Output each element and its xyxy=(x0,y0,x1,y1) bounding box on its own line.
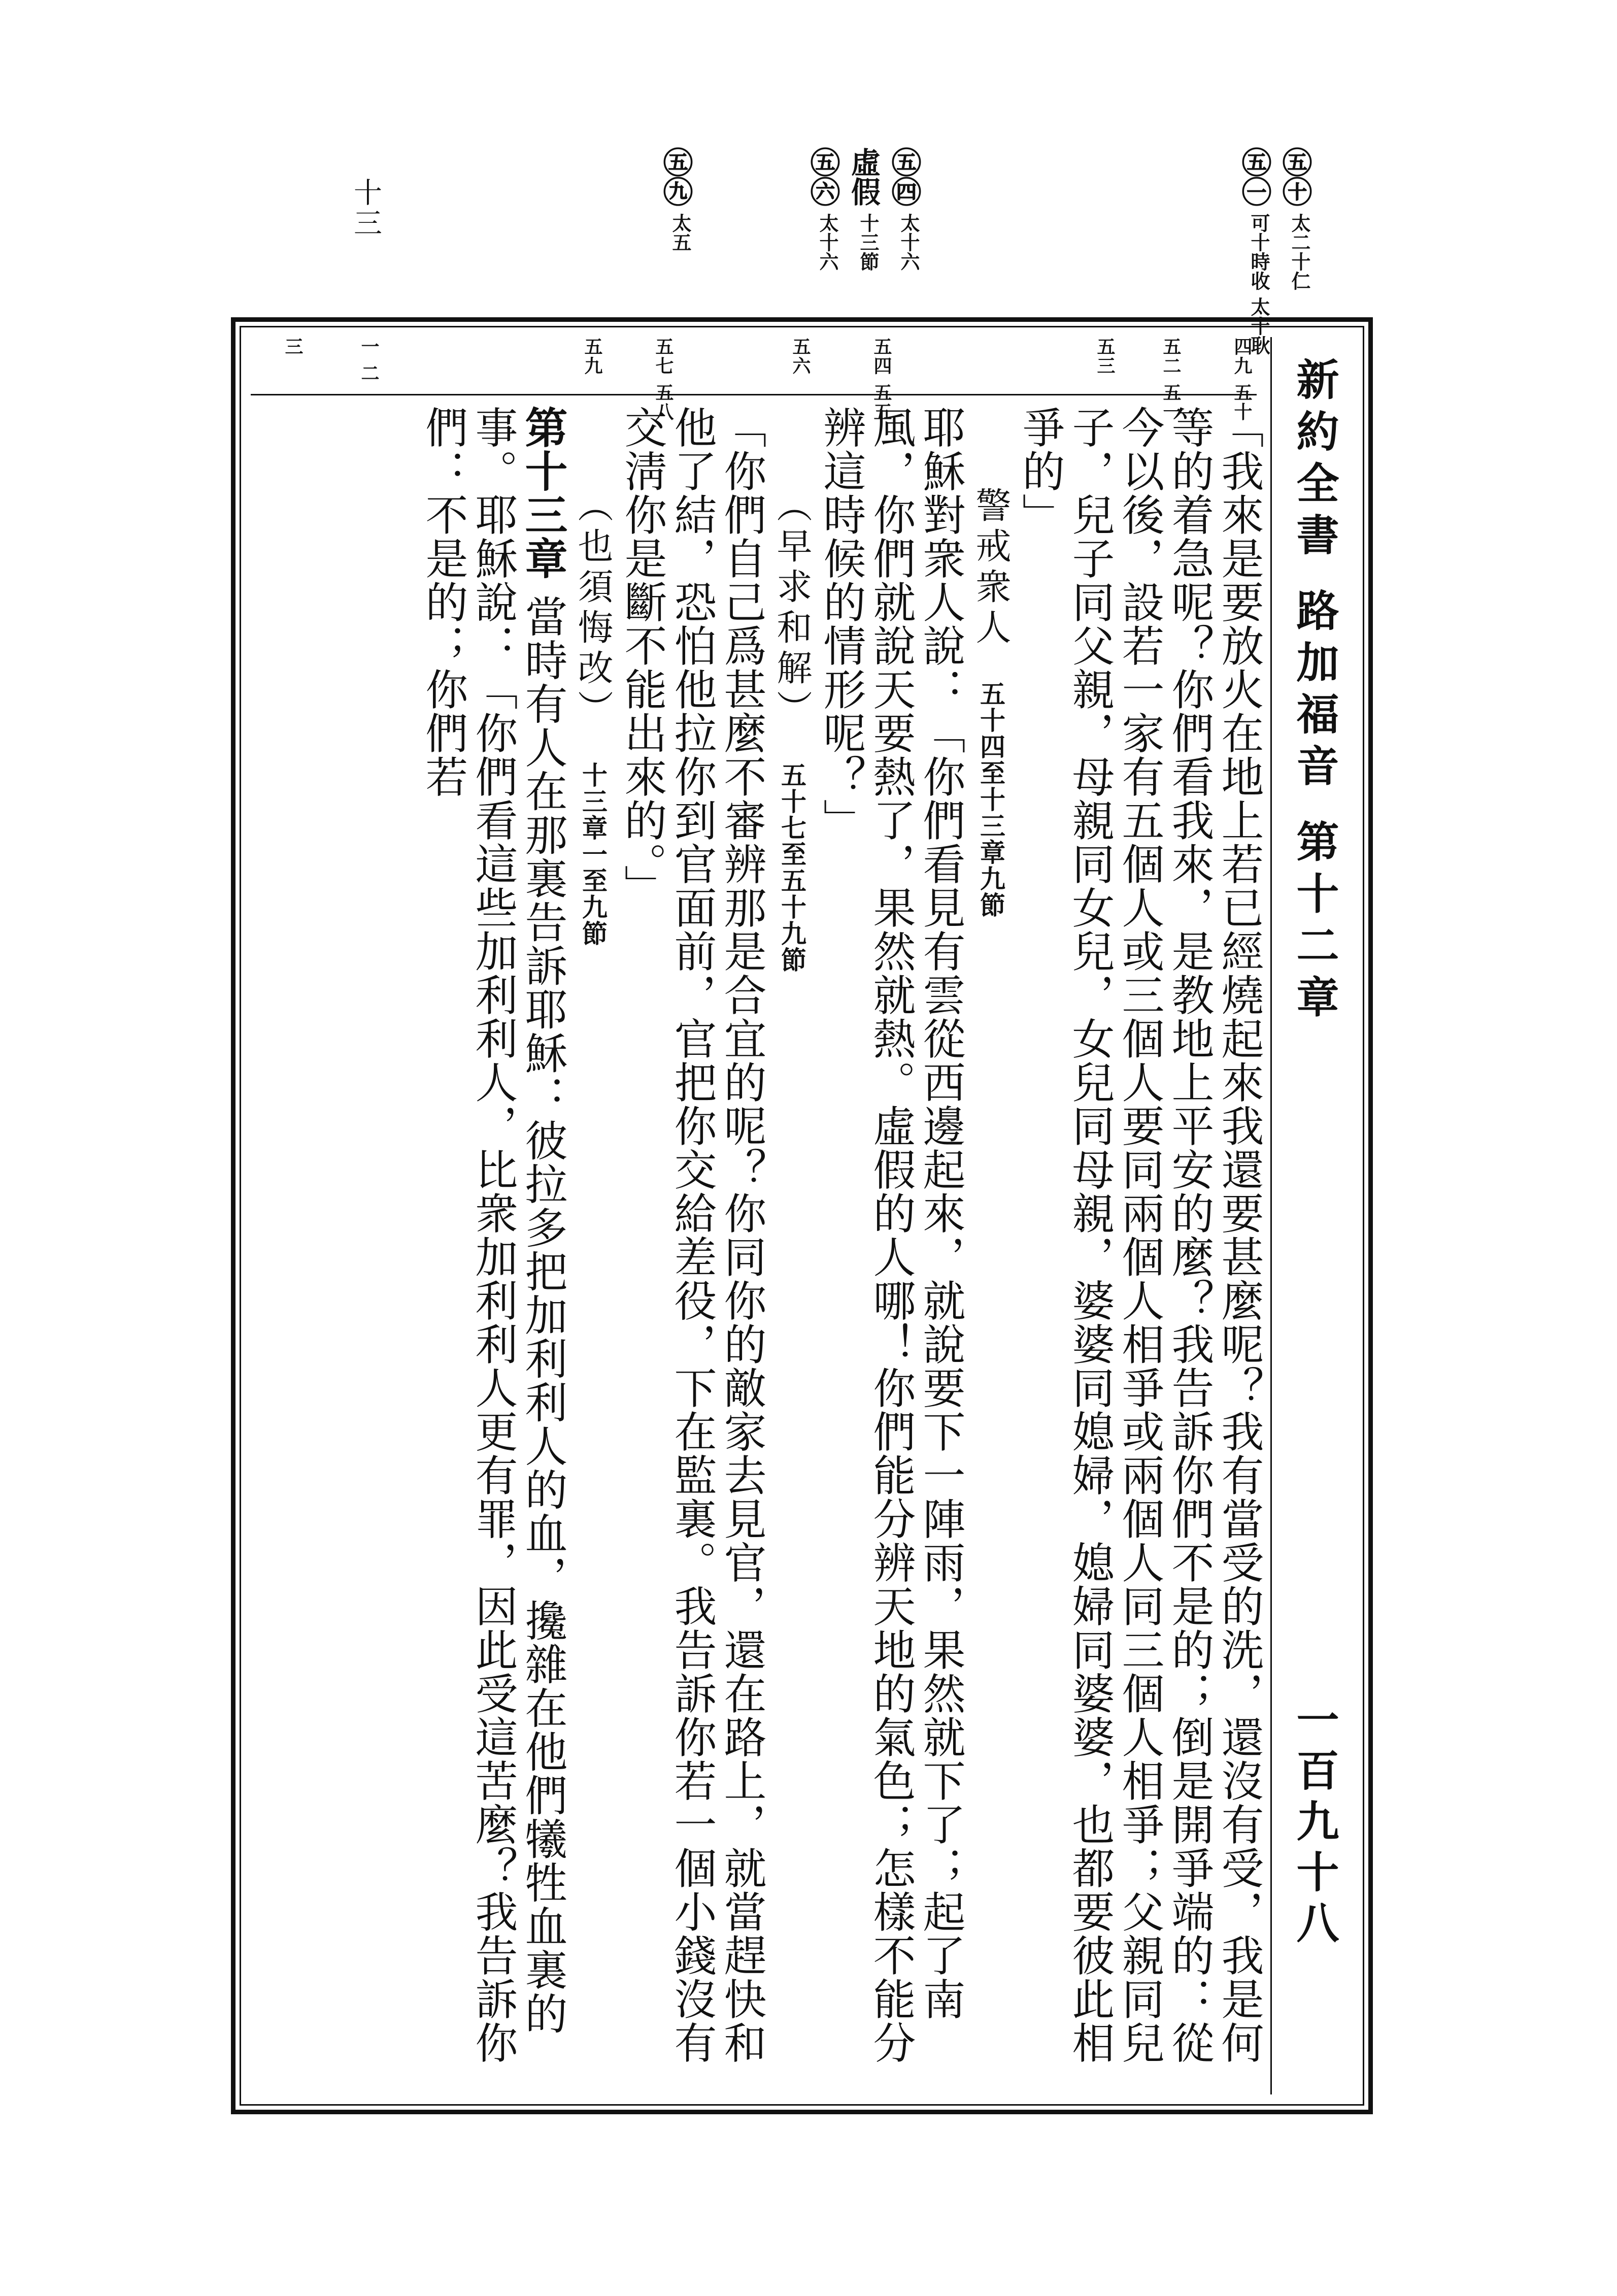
note-text: 太十六 xyxy=(816,213,839,271)
note-column xyxy=(888,147,920,271)
section-heading-title: 警戒衆人 xyxy=(970,487,1012,649)
note-mark: 虛假 xyxy=(846,147,881,206)
top-marginal-notes xyxy=(0,147,1617,355)
header-title: 新約全書 路加福音 第十二章 xyxy=(1290,357,1340,1027)
note-text: 太五 xyxy=(669,213,692,252)
section-heading-reference: 五十七至五十九節 xyxy=(777,762,807,974)
note-mark: ㊄㊉ xyxy=(1277,147,1312,206)
verse-strip-number: 五七 五八 xyxy=(653,337,674,422)
note-mark: ㊄㊈ xyxy=(658,147,693,206)
section-heading-title: （早求和解） xyxy=(771,487,813,730)
note-text: 太二十仁 xyxy=(1288,213,1311,290)
verse-number-strip xyxy=(251,333,1257,422)
chapter-heading: 第十三章 xyxy=(518,406,568,580)
note-text: 可十時收 太十耿 xyxy=(1248,213,1270,355)
section-heading xyxy=(966,406,1016,2089)
verse-strip-number: 五二 五一 xyxy=(1160,337,1182,422)
paragraph-verses-49-53: 「我來是要放火在地上若已經燒起來我還要甚麼呢？我有當受的洗，還沒有受，我是何等的着急呢？你們看我來，是教地上平安的麼？我告訴你們不是的；倒是開爭端的：從今以後，設若一家有五個人或三個人要同兩個人相爭或兩個人同三個人相爭；父親同兒子，兒子同父親，母親同女兒，女兒同母親，婆婆同媳婦，媳婦同婆婆，也都要彼此相爭的」 xyxy=(1016,406,1264,2065)
verse-strip-number: 一 二 xyxy=(358,337,380,383)
note-mark: ㊄㊅ xyxy=(805,147,840,206)
note-column xyxy=(848,147,879,271)
note-mark: ㊄㊃ xyxy=(887,147,921,206)
note-group-left xyxy=(660,147,691,252)
verse-strip-number: 五九 xyxy=(582,337,603,376)
verse-strip-number: 五六 xyxy=(790,337,811,376)
verse-strip-number: 五四 五五 xyxy=(871,337,892,422)
section-heading xyxy=(568,406,618,2089)
header-page-number: 一百九十八 xyxy=(1290,1698,1340,1951)
verse-strip-number: 四九 五十 xyxy=(1231,337,1253,422)
note-group-middle xyxy=(807,147,920,271)
chapter-text: 當時有人在那裏告訴耶穌：彼拉多把加利利人的血，攙雜在他們犧牲血裏的事。耶穌說：「你們看這些加利利人，比衆加利利人更有罪，因此受這苦麼？我告訴你們：不是的；你們若 xyxy=(419,406,568,2065)
paragraph-verses-57-59: 「你們自己爲甚麼不審辨那是合宜的呢？你同你的敵家去見官，還在路上，就當趕快和他了結，恐怕他拉你到官面前，官把你交給差役，下在監裏。我告訴你若一個小錢沒有交淸你是斷不能出來的。」 xyxy=(618,406,767,2065)
paragraph-verses-54-56: 耶穌對衆人說：「你們看見有雲從西邊起來，就說要下一陣雨，果然就下了；起了南風，你們就說天要熱了，果然就熱。虛假的人哪！你們能分辨天地的氣色；怎樣不能分辨這時候的情形呢？」 xyxy=(817,406,966,2065)
section-heading-reference: 十三章一至九節 xyxy=(578,762,608,947)
body-text xyxy=(256,406,1264,2089)
note-column xyxy=(660,147,691,252)
paragraph-chapter-13 xyxy=(419,406,568,2089)
note-text: 太十六 xyxy=(897,213,920,271)
note-text: 十三節 xyxy=(857,213,880,271)
text-frame xyxy=(231,317,1373,2114)
verse-strip-number: 五三 xyxy=(1094,337,1116,376)
section-heading-title: （也須悔改） xyxy=(572,487,614,730)
side-page-mark: 十三 xyxy=(349,178,382,239)
running-header xyxy=(1270,337,1358,2094)
note-column xyxy=(807,147,838,271)
section-heading xyxy=(767,406,817,2089)
verse-strip-number: 三 xyxy=(282,337,304,356)
section-heading-reference: 五十四至十三章九節 xyxy=(976,681,1006,919)
note-mark: ㊄㊀ xyxy=(1237,147,1271,206)
